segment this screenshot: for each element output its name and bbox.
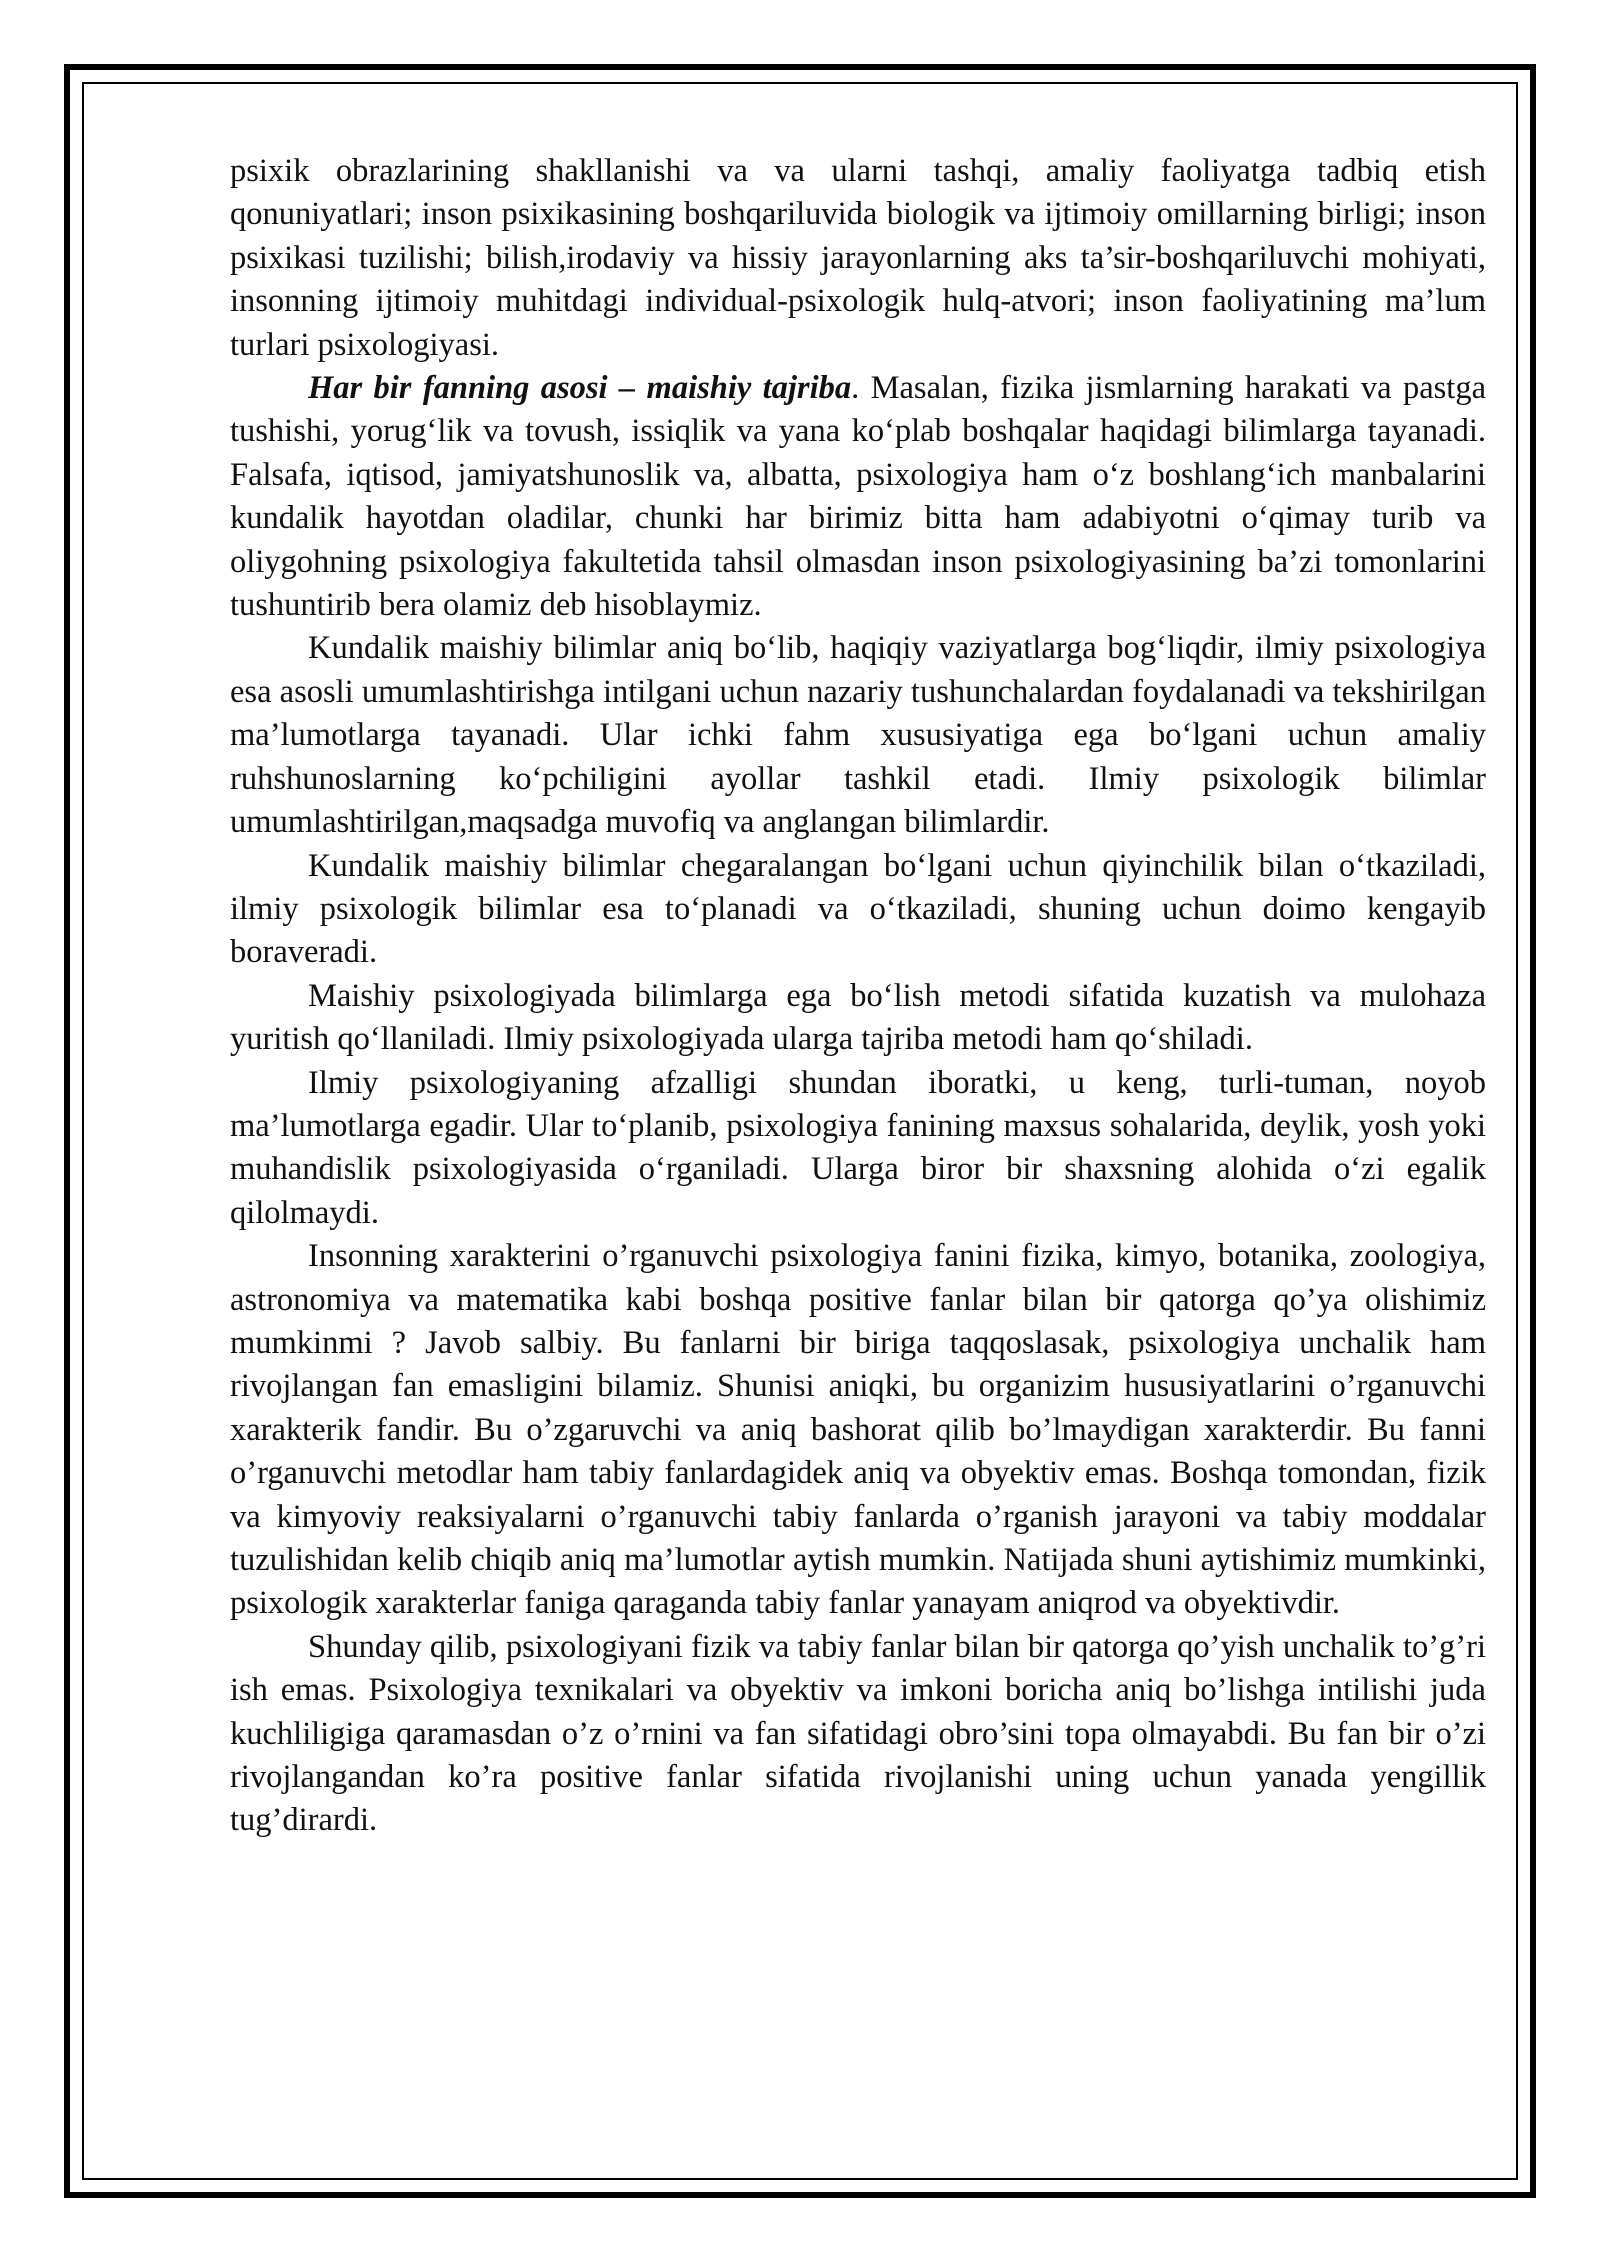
paragraph	[230, 1626, 1486, 1843]
paragraph-text: psixik obrazlarining shakllanishi va va ularni tashqi, amaliy faoliyatga tadbiq etish qonuniyatlari; inson psixikasining boshqariluvida biologik va ijtimoiy omillarning birligi; inson psixikasi tuzilishi; bilish,irodaviy va hissiy jarayonlarning aks ta’sir-boshqariluvchi mohiyati, insonning ijtimoiy muhitdagi individual-psixologik hulq-atvori; inson faoliyatining ma’lum turlari psixologiyasi.	[230, 153, 1486, 363]
document-body	[230, 150, 1486, 1843]
paragraph-text: Kundalik maishiy bilimlar aniq bo‘lib, haqiqiy vaziyatlarga bog‘liqdir, ilmiy psixologiya esa asosli umumlashtirishga intilgani uchun nazariy tushunchalardan foydalanadi va tekshirilgan ma’lumotlarga tayanadi. Ular ichki fahm xususiyatiga ega bo‘lgani uchun amaliy ruhshunoslarning ko‘pchiligini ayollar tashkil etadi. Ilmiy psixologik bilimlar umumlashtirilgan,maqsadga muvofiq va anglangan bilimlardir.	[230, 630, 1486, 841]
paragraph	[230, 367, 1486, 627]
paragraph-text: Maishiy psixologiyada bilimlarga ega bo‘lish metodi sifatida kuzatish va mulohaza yuritish qo‘llaniladi. Ilmiy psixologiyada ularga tajriba metodi ham qo‘shiladi.	[230, 977, 1486, 1058]
paragraph	[230, 845, 1486, 975]
paragraph	[230, 1062, 1486, 1236]
paragraph-text: Insonning xarakterini o’rganuvchi psixologiya fanini fizika, kimyo, botanika, zoologiya, astronomiya va matematika kabi boshqa positive fanlar bilan bir qatorga qo’ya olishimiz mumkinmi ? Javob salbiy. Bu fanlarni bir biriga taqqoslasak, psixologiya unchalik ham rivojlangan fan emasligini bilamiz. Shunisi aniqki, bu organizim hususiyatlarini o’rganuvchi xarakterik fandir. Bu o’zgaruvchi va aniq bashorat qilib bo’lmaydigan xarakterdir. Bu fanni o’rganuvchi metodlar ham tabiy fanlardagidek aniq va obyektiv emas. Boshqa tomondan, fizik va kimyoviy reaksiyalarni o’rganuvchi tabiy fanlarda o’rganish jarayoni va tabiy moddalar tuzulishidan kelib chiqib aniq ma’lumotlar aytish mumkin. Natijada shuni aytishimiz mumkinki, psixologik xarakterlar faniga qaraganda tabiy fanlar yanayam aniqrod va obyektivdir.	[230, 1238, 1486, 1622]
paragraph-text: Shunday qilib, psixologiyani fizik va tabiy fanlar bilan bir qatorga qo’yish unchalik to’g’ri ish emas. Psixologiya texnikalari va obyektiv va imkoni boricha aniq bo’lishga intilishi juda kuchliligiga qaramasdan o’z o’rnini va fan sifatidagi obro’sini topa olmayabdi. Bu fan bir o’zi rivojlangandan ko’ra positive fanlar sifatida rivojlanishi uning uchun yanada yengillik tug’dirardi.	[230, 1628, 1486, 1839]
emphasized-lead: Har bir fanning asosi – maishiy tajriba	[308, 370, 852, 407]
paragraph-text: Ilmiy psixologiyaning afzalligi shundan iboratki, u keng, turli-tuman, noyob ma’lumotlarga egadir. Ular to‘planib, psixologiya fanining maxsus sohalarida, deylik, yosh yoki muhandislik psixologiyasida o‘rganiladi. Ularga biror bir shaxsning alohida o‘zi egalik qilolmaydi.	[230, 1064, 1486, 1231]
paragraph-text: . Masalan, fizika jismlarning harakati va pastga tushishi, yorug‘lik va tovush, issiqlik va yana ko‘plab boshqalar haqidagi bilimlarga tayanadi. Falsafa, iqtisod, jamiyatshunoslik va, albatta, psixologiya ham o‘z boshlang‘ich manbalarini kundalik hayotdan oladilar, chunki har birimiz bitta ham adabiyotni o‘qimay turib va oliygohning psixologiya fakultetida tahsil olmasdan inson psixologiyasining ba’zi tomonlarini tushuntirib bera olamiz deb hisoblaymiz.	[230, 370, 1486, 624]
paragraph	[230, 150, 1486, 367]
paragraph	[230, 1235, 1486, 1626]
paragraph	[230, 627, 1486, 844]
paragraph	[230, 975, 1486, 1062]
paragraph-text: Kundalik maishiy bilimlar chegaralangan bo‘lgani uchun qiyinchilik bilan o‘tkaziladi, ilmiy psixologik bilimlar esa to‘planadi va o‘tkaziladi, shuning uchun doimo kengayib boraveradi.	[230, 847, 1486, 971]
